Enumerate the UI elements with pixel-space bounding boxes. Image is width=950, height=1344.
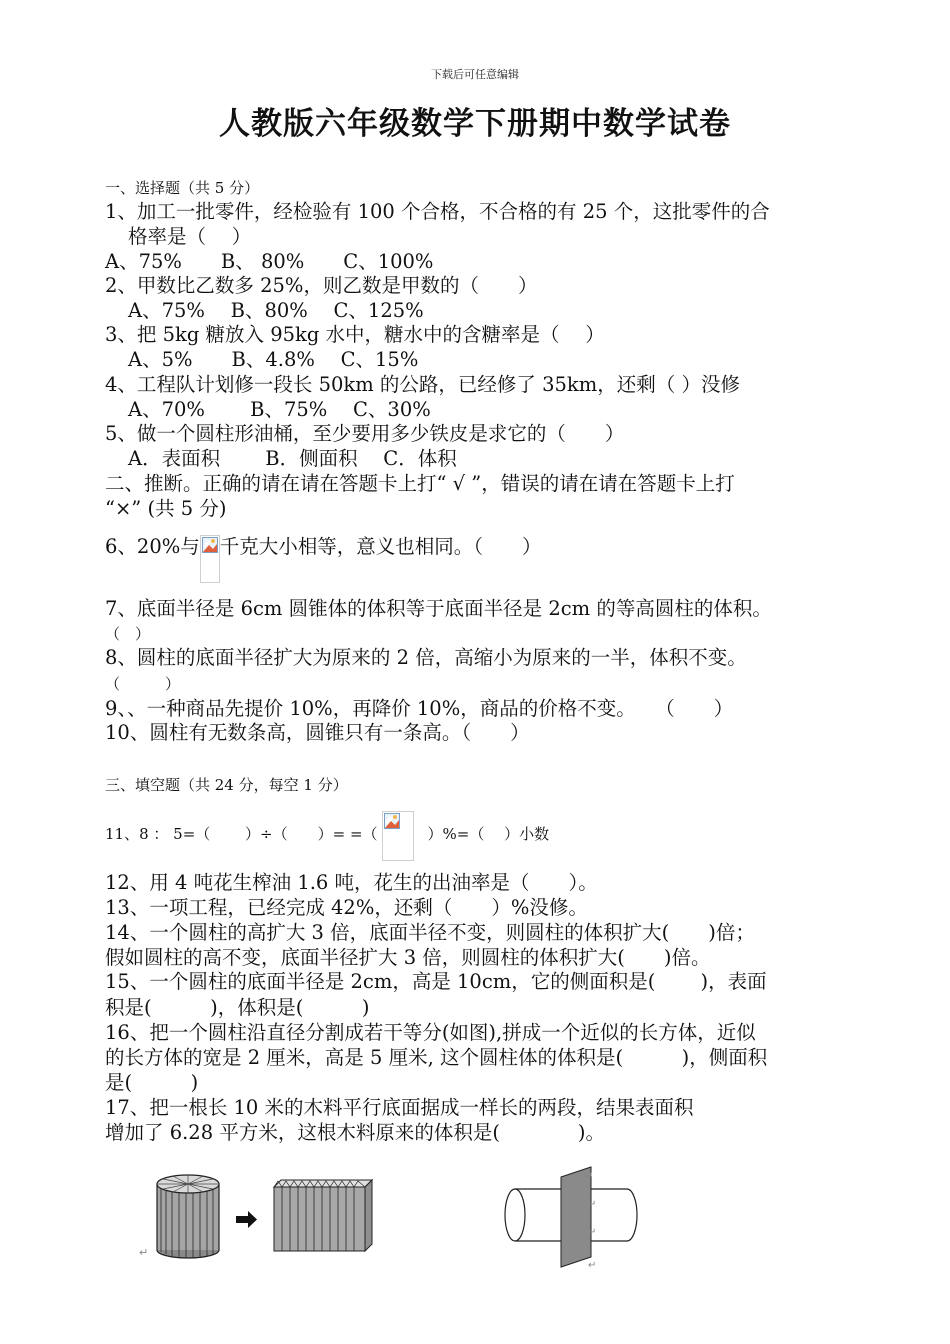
q10: 10、圆柱有无数条高，圆锥只有一条高。（ ） (105, 721, 530, 744)
section2-heading-line2: “×” (共 5 分) (105, 497, 227, 520)
q4: 4、工程队计划修一段长 50km 的公路，已经修了 35km，还剩（ ）没修 (105, 373, 740, 396)
cylinder-cut-figure (495, 1165, 645, 1271)
q15-line1: 15、一个圆柱的底面半径是 2cm，高是 10cm，它的侧面积是( )，表面 (105, 970, 767, 993)
paragraph-mark: ↵ (588, 1227, 597, 1238)
q14-line2: 假如圆柱的高不变，底面半径扩大 3 倍，则圆柱的体积扩大( )倍。 (105, 946, 711, 969)
broken-image-glyph (384, 813, 400, 829)
q6-text-before: 6、20%与 (105, 535, 200, 558)
q17-line2: 增加了 6.28 平方米，这根木料原来的体积是( )。 (105, 1121, 606, 1144)
q5: 5、做一个圆柱形油桶，至少要用多少铁皮是求它的（ ） (105, 422, 625, 445)
q1-line2: 格率是（ ） (128, 225, 252, 248)
q7: 7、底面半径是 6cm 圆锥体的体积等于底面半径是 2cm 的等高圆柱的体积。 (105, 597, 772, 620)
q14-line1: 14、一个圆柱的高扩大 3 倍，底面半径不变，则圆柱的体积扩大( )倍； (105, 921, 755, 944)
q3-options: A、5% B、4.8% C、15% (128, 348, 419, 371)
right-arrow-icon (236, 1211, 257, 1228)
q5-options: A．表面积 B．侧面积 C．体积 (128, 447, 457, 470)
sliced-cylinder (157, 1175, 219, 1258)
q1-options: A、75% B、 80% C、100% (105, 250, 434, 273)
cylinder-right-part (591, 1189, 637, 1241)
cylinder-to-prism-figure (135, 1170, 380, 1262)
q2: 2、甲数比乙数多 25%，则乙数是甲数的（ ） (105, 274, 538, 297)
q7-bracket: （ ） (105, 625, 151, 643)
approximate-prism (274, 1180, 372, 1251)
q16-line2: 的长方体的宽是 2 厘米，高是 5 厘米, 这个圆柱体的体积是( )，侧面积 (105, 1046, 768, 1069)
section2-heading-line1: 二、推断。正确的请在请在答题卡上打“ √ ”，错误的请在请在答题卡上打 (105, 472, 735, 495)
q12: 12、用 4 吨花生榨油 1.6 吨，花生的出油率是（ ）。 (105, 871, 598, 894)
paragraph-mark: ↵ (588, 1260, 597, 1271)
q6 (105, 535, 542, 583)
broken-image-icon (382, 811, 414, 861)
header-note: 下载后可任意编辑 (431, 68, 519, 81)
q8: 8、圆柱的底面半径扩大为原来的 2 倍，高缩小为原来的一半，体积不变。 (105, 646, 747, 669)
cutting-plane (561, 1167, 594, 1267)
paragraph-mark: ↵ (588, 1199, 597, 1210)
q2-options: A、75% B、80% C、125% (128, 299, 424, 322)
page-title: 人教版六年级数学下册期中数学试卷 (219, 106, 731, 142)
q16-line3: 是( ) (105, 1071, 199, 1094)
q3: 3、把 5kg 糖放入 95kg 水中，糖水中的含糖率是（ ） (105, 323, 605, 346)
q17-line1: 17、把一根长 10 米的木料平行底面据成一样长的两段，结果表面积 (105, 1096, 694, 1119)
paragraph-mark: ↵ (585, 1171, 594, 1182)
broken-image-icon (200, 535, 220, 583)
q8-bracket: （ ） (105, 675, 181, 693)
q11-text-before: 11、8 ： 5=（ ）÷（ ）= =（ (105, 825, 378, 843)
section1-heading: 一、选择题（共 5 分） (105, 179, 260, 197)
q16-line1: 16、把一个圆柱沿直径分割成若干等分(如图),拼成一个近似的长方体，近似 (105, 1021, 756, 1044)
q4-options: A、70% B、75% C、30% (128, 398, 431, 421)
q1-line1: 1、加工一批零件，经检验有 100 个合格，不合格的有 25 个，这批零件的合 (105, 200, 770, 223)
q13: 13、一项工程，已经完成 42%，还剩（ ）%没修。 (105, 896, 588, 919)
broken-image-glyph (202, 537, 218, 553)
q15-line2: 积是( )，体积是( ) (105, 996, 370, 1019)
q6-text-after: 千克大小相等，意义也相同。（ ） (219, 535, 542, 558)
paragraph-mark: ↵ (139, 1246, 149, 1259)
section3-heading: 三、填空题（共 24 分，每空 1 分） (105, 776, 348, 794)
q9: 9、、一种商品先提价 10%，再降价 10%，商品的价格不变。 （ ） (105, 697, 734, 720)
q11-text-after: ）%=（ ）小数 (427, 825, 550, 843)
q11 (105, 811, 549, 861)
